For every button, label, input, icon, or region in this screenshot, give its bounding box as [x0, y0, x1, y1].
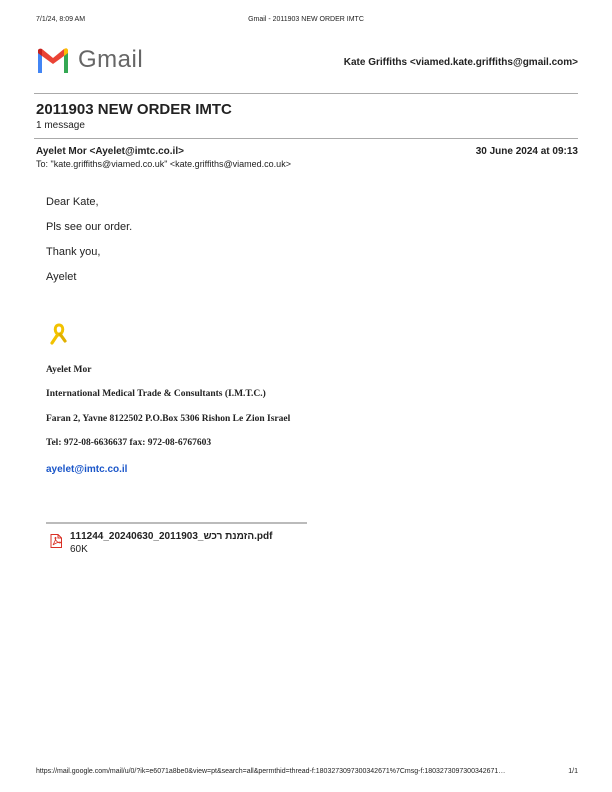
- signature-name: Ayelet Mor: [46, 365, 92, 375]
- thread-subject: 2011903 NEW ORDER IMTC: [36, 101, 232, 118]
- subject-divider: [34, 138, 578, 139]
- message-count: 1 message: [36, 120, 85, 131]
- print-page-number: 1/1: [568, 768, 578, 775]
- body-line: Ayelet: [46, 271, 77, 283]
- gmail-m-icon: [36, 47, 70, 73]
- message-recipient: To: "kate.griffiths@viamed.co.uk" <kate.griffiths@viamed.co.uk>: [36, 159, 291, 169]
- body-line: Dear Kate,: [46, 196, 99, 208]
- attachment-divider: [46, 522, 307, 524]
- signature-company: International Medical Trade & Consultants (I.M.T.C.): [46, 389, 266, 399]
- attachment-size: 60K: [70, 544, 88, 555]
- print-datetime: 7/1/24, 8:09 AM: [36, 16, 86, 23]
- header-divider: [34, 93, 578, 94]
- yellow-ribbon-icon: [50, 323, 68, 345]
- message-date: 30 June 2024 at 09:13: [475, 146, 578, 157]
- attachment-filename[interactable]: 111244_20240630_2011903_הזמנת רכש.pdf: [70, 531, 273, 542]
- signature-email-link[interactable]: ayelet@imtc.co.il: [46, 464, 128, 475]
- message-sender: Ayelet Mor <Ayelet@imtc.co.il>: [36, 146, 184, 157]
- signature-address: Faran 2, Yavne 8122502 P.O.Box 5306 Rishon Le Zion Israel: [46, 414, 291, 424]
- signature-phone: Tel: 972-08-6636637 fax: 972-08-6767603: [46, 438, 212, 448]
- gmail-logo: [36, 46, 143, 74]
- body-line: Pls see our order.: [46, 221, 133, 233]
- print-url: https://mail.google.com/mail/u/0/?ik=e6071a8be0&view=pt&search=all&permthid=thread-f:1803273097300342671%7Cmsg-f:1803273097300342671…: [36, 768, 506, 775]
- body-line: Thank you,: [46, 246, 101, 258]
- gmail-wordmark: Gmail: [78, 46, 144, 73]
- print-title: Gmail - 2011903 NEW ORDER IMTC: [248, 16, 364, 23]
- pdf-icon[interactable]: [50, 534, 62, 548]
- account-line: Kate Griffiths <viamed.kate.griffiths@gmail.com>: [343, 57, 578, 68]
